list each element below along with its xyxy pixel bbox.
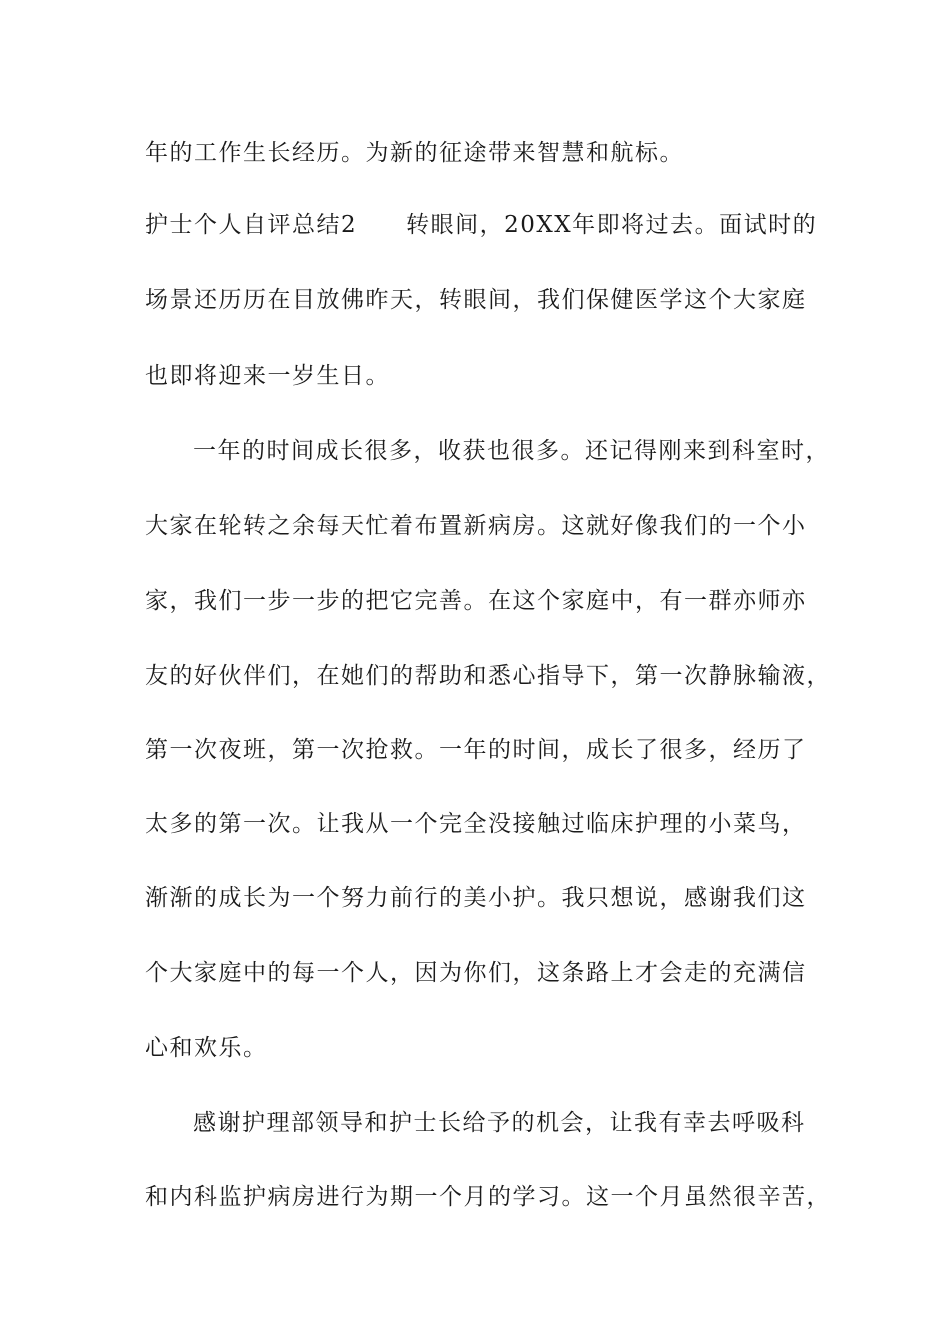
text-line: 也即将迎来一岁生日。 xyxy=(145,363,390,389)
text-line: 第一次夜班，第一次抢救。一年的时间，成长了很多，经历了 xyxy=(145,737,807,763)
text-line: 家，我们一步一步的把它完善。在这个家庭中，有一群亦师亦 xyxy=(145,588,807,614)
text-line: 心和欢乐。 xyxy=(145,1035,268,1061)
text-line: 渐渐的成长为一个努力前行的美小护。我只想说，感谢我们这 xyxy=(145,885,807,911)
text-line: 感谢护理部领导和护士长给予的机会，让我有幸去呼吸科 xyxy=(193,1110,806,1136)
text-line: 和内科监护病房进行为期一个月的学习。这一个月虽然很辛苦， xyxy=(145,1184,831,1210)
text-line: 场景还历历在目放佛昨天，转眼间，我们保健医学这个大家庭 xyxy=(145,287,807,313)
text-line: 护士个人自评总结2 转眼间，20XX年即将过去。面试时的 xyxy=(145,212,818,238)
text-line: 友的好伙伴们，在她们的帮助和悉心指导下，第一次静脉输液， xyxy=(145,663,831,689)
text-line: 大家在轮转之余每天忙着布置新病房。这就好像我们的一个小 xyxy=(145,513,807,539)
text-line: 年的工作生长经历。为新的征途带来智慧和航标。 xyxy=(145,140,684,166)
text-line: 太多的第一次。让我从一个完全没接触过临床护理的小菜鸟， xyxy=(145,811,807,837)
text-line: 个大家庭中的每一个人，因为你们，这条路上才会走的充满信 xyxy=(145,960,807,986)
text-line: 一年的时间成长很多，收获也很多。还记得刚来到科室时， xyxy=(193,438,830,464)
